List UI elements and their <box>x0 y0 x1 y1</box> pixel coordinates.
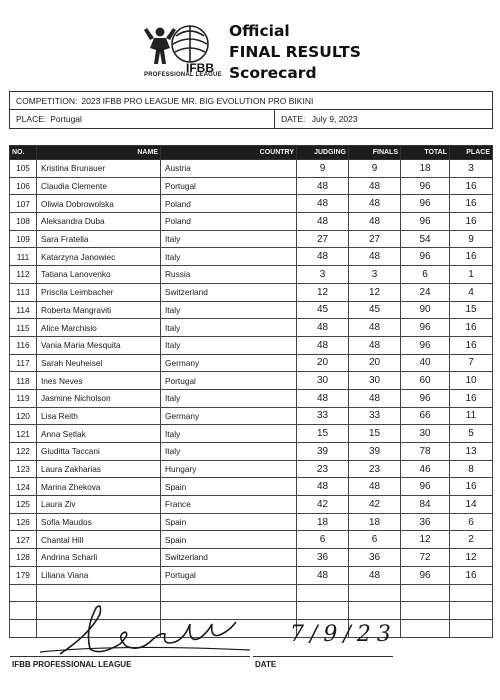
total-score-cell: 96 <box>401 248 450 266</box>
contestant-name-cell: Giuditta Taccani <box>37 443 161 461</box>
country-cell: Portugal <box>161 372 297 390</box>
column-header-country: COUNTRY <box>161 146 297 160</box>
place-cell: 16 <box>450 566 493 584</box>
judging-score-cell: 23 <box>297 460 349 478</box>
place-cell: 4 <box>450 283 493 301</box>
judging-score-cell: 48 <box>297 389 349 407</box>
table-row <box>10 460 493 478</box>
judging-score-cell: 48 <box>297 248 349 266</box>
total-score-cell: 96 <box>401 177 450 195</box>
contestant-name-cell: Liliana Viana <box>37 566 161 584</box>
table-row <box>10 230 493 248</box>
country-cell: Italy <box>161 301 297 319</box>
handwritten-date: 7/9/23 <box>290 622 397 647</box>
title-line-1: Official <box>229 22 290 40</box>
contestant-name-cell: Laura Ziv <box>37 496 161 514</box>
table-row <box>10 513 493 531</box>
total-score-cell: 6 <box>401 266 450 284</box>
table-row <box>10 283 493 301</box>
judging-score-cell: 30 <box>297 372 349 390</box>
contestant-name-cell: Anna Setlak <box>37 425 161 443</box>
country-cell: Italy <box>161 319 297 337</box>
country-cell: Poland <box>161 195 297 213</box>
place-cell: 7 <box>450 354 493 372</box>
league-signature-label: IFBB PROFESSIONAL LEAGUE <box>12 660 132 669</box>
table-row <box>10 248 493 266</box>
total-score-cell: 96 <box>401 336 450 354</box>
results-table <box>9 145 493 638</box>
contestant-name-cell: Sofia Maudos <box>37 513 161 531</box>
table-row <box>10 566 493 584</box>
total-score-cell: 96 <box>401 319 450 337</box>
column-header-name: NAME <box>37 146 161 160</box>
finals-score-cell: 12 <box>349 283 401 301</box>
competition-value: 2023 IFBB PRO LEAGUE MR. BIG EVOLUTION PRO BIKINI <box>81 95 314 106</box>
country-cell: Hungary <box>161 460 297 478</box>
judging-score-cell: 15 <box>297 425 349 443</box>
row-number-cell: 124 <box>10 478 37 496</box>
date-value: July 9, 2023 <box>311 114 358 124</box>
table-row <box>10 549 493 567</box>
table-row <box>10 195 493 213</box>
country-cell: Spain <box>161 531 297 549</box>
contestant-name-cell: Ines Neves <box>37 372 161 390</box>
total-score-cell: 96 <box>401 566 450 584</box>
finals-score-cell: 48 <box>349 248 401 266</box>
column-header-no: NO. <box>10 146 37 160</box>
finals-score-cell: 18 <box>349 513 401 531</box>
finals-score-cell: 30 <box>349 372 401 390</box>
logo-subtitle: PROFESSIONAL LEAGUE <box>144 72 222 78</box>
table-row <box>10 443 493 461</box>
finals-score-cell: 27 <box>349 230 401 248</box>
total-score-cell: 66 <box>401 407 450 425</box>
finals-score-cell: 15 <box>349 425 401 443</box>
place-cell: 16 <box>450 195 493 213</box>
contestant-name-cell: Tatiana Lanovenko <box>37 266 161 284</box>
finals-score-cell: 3 <box>349 266 401 284</box>
finals-score-cell: 6 <box>349 531 401 549</box>
contestant-name-cell: Alice Marchisio <box>37 319 161 337</box>
finals-score-cell: 48 <box>349 195 401 213</box>
judging-score-cell: 36 <box>297 549 349 567</box>
place-cell: 6 <box>450 513 493 531</box>
finals-score-cell: 48 <box>349 177 401 195</box>
total-score-cell: 40 <box>401 354 450 372</box>
place-cell: 16 <box>450 336 493 354</box>
row-number-cell: 121 <box>10 425 37 443</box>
total-score-cell: 24 <box>401 283 450 301</box>
country-cell: Italy <box>161 443 297 461</box>
table-row <box>10 407 493 425</box>
total-score-cell: 96 <box>401 389 450 407</box>
total-score-cell: 12 <box>401 531 450 549</box>
column-header-finals: FINALS <box>349 146 401 160</box>
finals-score-cell: 42 <box>349 496 401 514</box>
place-cell: 2 <box>450 531 493 549</box>
place-cell: 16 <box>450 389 493 407</box>
table-row <box>10 319 493 337</box>
total-score-cell: 96 <box>401 478 450 496</box>
finals-score-cell: 48 <box>349 336 401 354</box>
judging-score-cell: 48 <box>297 213 349 231</box>
contestant-name-cell: Claudia Clemente <box>37 177 161 195</box>
total-score-cell: 72 <box>401 549 450 567</box>
total-score-cell: 18 <box>401 160 450 178</box>
place-cell: 9 <box>450 230 493 248</box>
competition-row <box>10 92 492 110</box>
finals-score-cell: 48 <box>349 389 401 407</box>
contestant-name-cell: Andrina Scharli <box>37 549 161 567</box>
country-cell: Italy <box>161 389 297 407</box>
table-row <box>10 531 493 549</box>
place-cell: 11 <box>450 407 493 425</box>
finals-score-cell: 39 <box>349 443 401 461</box>
total-score-cell: 90 <box>401 301 450 319</box>
place-label: PLACE: <box>16 114 47 124</box>
country-cell: Poland <box>161 213 297 231</box>
judging-score-cell: 18 <box>297 513 349 531</box>
judging-score-cell: 39 <box>297 443 349 461</box>
title-line-3: Scorecard <box>229 64 317 82</box>
judging-score-cell: 12 <box>297 283 349 301</box>
contestant-name-cell: Roberta Mangraviti <box>37 301 161 319</box>
place-cell: 14 <box>450 496 493 514</box>
row-number-cell: 120 <box>10 407 37 425</box>
table-row <box>10 425 493 443</box>
table-row <box>10 389 493 407</box>
signature-block <box>10 594 490 684</box>
table-row <box>10 496 493 514</box>
table-row <box>10 301 493 319</box>
table-row <box>10 372 493 390</box>
total-score-cell: 54 <box>401 230 450 248</box>
row-number-cell: 107 <box>10 195 37 213</box>
place-cell: 10 <box>450 372 493 390</box>
place-cell: 16 <box>450 478 493 496</box>
place-cell <box>10 110 275 128</box>
finals-score-cell: 48 <box>349 566 401 584</box>
finals-score-cell: 36 <box>349 549 401 567</box>
row-number-cell: 115 <box>10 319 37 337</box>
contestant-name-cell: Oliwia Dobrowolska <box>37 195 161 213</box>
country-cell: Portugal <box>161 566 297 584</box>
place-cell: 15 <box>450 301 493 319</box>
judging-score-cell: 48 <box>297 319 349 337</box>
country-cell: Spain <box>161 513 297 531</box>
contestant-name-cell: Sarah Neuheisel <box>37 354 161 372</box>
row-number-cell: 108 <box>10 213 37 231</box>
row-number-cell: 106 <box>10 177 37 195</box>
row-number-cell: 179 <box>10 566 37 584</box>
row-number-cell: 116 <box>10 336 37 354</box>
total-score-cell: 36 <box>401 513 450 531</box>
place-cell: 1 <box>450 266 493 284</box>
signature-line <box>10 656 250 657</box>
row-number-cell: 119 <box>10 389 37 407</box>
finals-score-cell: 45 <box>349 301 401 319</box>
table-row <box>10 354 493 372</box>
column-header-judging: JUDGING <box>297 146 349 160</box>
judging-score-cell: 48 <box>297 478 349 496</box>
row-number-cell: 112 <box>10 266 37 284</box>
total-score-cell: 30 <box>401 425 450 443</box>
contestant-name-cell: Priscila Leimbacher <box>37 283 161 301</box>
table-row <box>10 177 493 195</box>
table-header-row <box>10 146 493 160</box>
contestant-name-cell: Vania Maria Mesquita <box>37 336 161 354</box>
place-date-row <box>10 110 492 128</box>
country-cell: Italy <box>161 248 297 266</box>
row-number-cell: 111 <box>10 248 37 266</box>
total-score-cell: 46 <box>401 460 450 478</box>
country-cell: France <box>161 496 297 514</box>
date-label: DATE: <box>281 114 306 124</box>
judging-score-cell: 6 <box>297 531 349 549</box>
table-row <box>10 213 493 231</box>
table-row <box>10 336 493 354</box>
place-cell: 16 <box>450 248 493 266</box>
country-cell: Switzerland <box>161 283 297 301</box>
column-header-total: TOTAL <box>401 146 450 160</box>
judging-score-cell: 42 <box>297 496 349 514</box>
contestant-name-cell: Sara Fratella <box>37 230 161 248</box>
country-cell: Italy <box>161 230 297 248</box>
date-signature-label: DATE <box>255 660 277 669</box>
competition-info <box>9 91 493 129</box>
judging-score-cell: 48 <box>297 177 349 195</box>
row-number-cell: 114 <box>10 301 37 319</box>
finals-score-cell: 48 <box>349 319 401 337</box>
place-cell: 3 <box>450 160 493 178</box>
table-row <box>10 478 493 496</box>
country-cell: Germany <box>161 354 297 372</box>
contestant-name-cell: Laura Zakharias <box>37 460 161 478</box>
judging-score-cell: 48 <box>297 336 349 354</box>
place-value: Portugal <box>50 114 82 124</box>
country-cell: Spain <box>161 478 297 496</box>
place-cell: 16 <box>450 319 493 337</box>
country-cell: Germany <box>161 407 297 425</box>
contestant-name-cell: Jasmine Nicholson <box>37 389 161 407</box>
place-cell: 16 <box>450 177 493 195</box>
finals-score-cell: 48 <box>349 213 401 231</box>
country-cell: Portugal <box>161 177 297 195</box>
date-line <box>253 656 393 657</box>
contestant-name-cell: Lisa Reith <box>37 407 161 425</box>
finals-score-cell: 48 <box>349 478 401 496</box>
row-number-cell: 117 <box>10 354 37 372</box>
row-number-cell: 105 <box>10 160 37 178</box>
finals-score-cell: 23 <box>349 460 401 478</box>
place-cell: 8 <box>450 460 493 478</box>
competition-label: COMPETITION: <box>16 95 78 106</box>
title-line-2: FINAL RESULTS <box>229 43 361 61</box>
judging-score-cell: 48 <box>297 566 349 584</box>
contestant-name-cell: Marina Zhekova <box>37 478 161 496</box>
total-score-cell: 60 <box>401 372 450 390</box>
logo-wordmark: IFBB <box>186 61 214 75</box>
row-number-cell: 125 <box>10 496 37 514</box>
total-score-cell: 78 <box>401 443 450 461</box>
row-number-cell: 118 <box>10 372 37 390</box>
judging-score-cell: 45 <box>297 301 349 319</box>
row-number-cell: 109 <box>10 230 37 248</box>
row-number-cell: 127 <box>10 531 37 549</box>
contestant-name-cell: Katarzyna Janowiec <box>37 248 161 266</box>
total-score-cell: 96 <box>401 195 450 213</box>
judging-score-cell: 9 <box>297 160 349 178</box>
signature-image <box>30 594 260 664</box>
column-header-place: PLACE <box>450 146 493 160</box>
contestant-name-cell: Chantal Hill <box>37 531 161 549</box>
row-number-cell: 126 <box>10 513 37 531</box>
table-row <box>10 266 493 284</box>
page-title <box>229 21 361 84</box>
table-row <box>10 160 493 178</box>
country-cell: Russia <box>161 266 297 284</box>
total-score-cell: 84 <box>401 496 450 514</box>
row-number-cell: 128 <box>10 549 37 567</box>
place-cell: 12 <box>450 549 493 567</box>
country-cell: Italy <box>161 425 297 443</box>
judging-score-cell: 33 <box>297 407 349 425</box>
judging-score-cell: 48 <box>297 195 349 213</box>
place-cell: 13 <box>450 443 493 461</box>
row-number-cell: 113 <box>10 283 37 301</box>
table-body <box>10 160 493 638</box>
place-cell: 5 <box>450 425 493 443</box>
finals-score-cell: 9 <box>349 160 401 178</box>
total-score-cell: 96 <box>401 213 450 231</box>
judging-score-cell: 27 <box>297 230 349 248</box>
finals-score-cell: 20 <box>349 354 401 372</box>
finals-score-cell: 33 <box>349 407 401 425</box>
date-cell <box>275 114 358 124</box>
judging-score-cell: 20 <box>297 354 349 372</box>
place-cell: 16 <box>450 213 493 231</box>
country-cell: Italy <box>161 336 297 354</box>
row-number-cell: 123 <box>10 460 37 478</box>
contestant-name-cell: Aleksandra Duba <box>37 213 161 231</box>
country-cell: Switzerland <box>161 549 297 567</box>
row-number-cell: 122 <box>10 443 37 461</box>
country-cell: Austria <box>161 160 297 178</box>
contestant-name-cell: Kristina Brunauer <box>37 160 161 178</box>
judging-score-cell: 3 <box>297 266 349 284</box>
